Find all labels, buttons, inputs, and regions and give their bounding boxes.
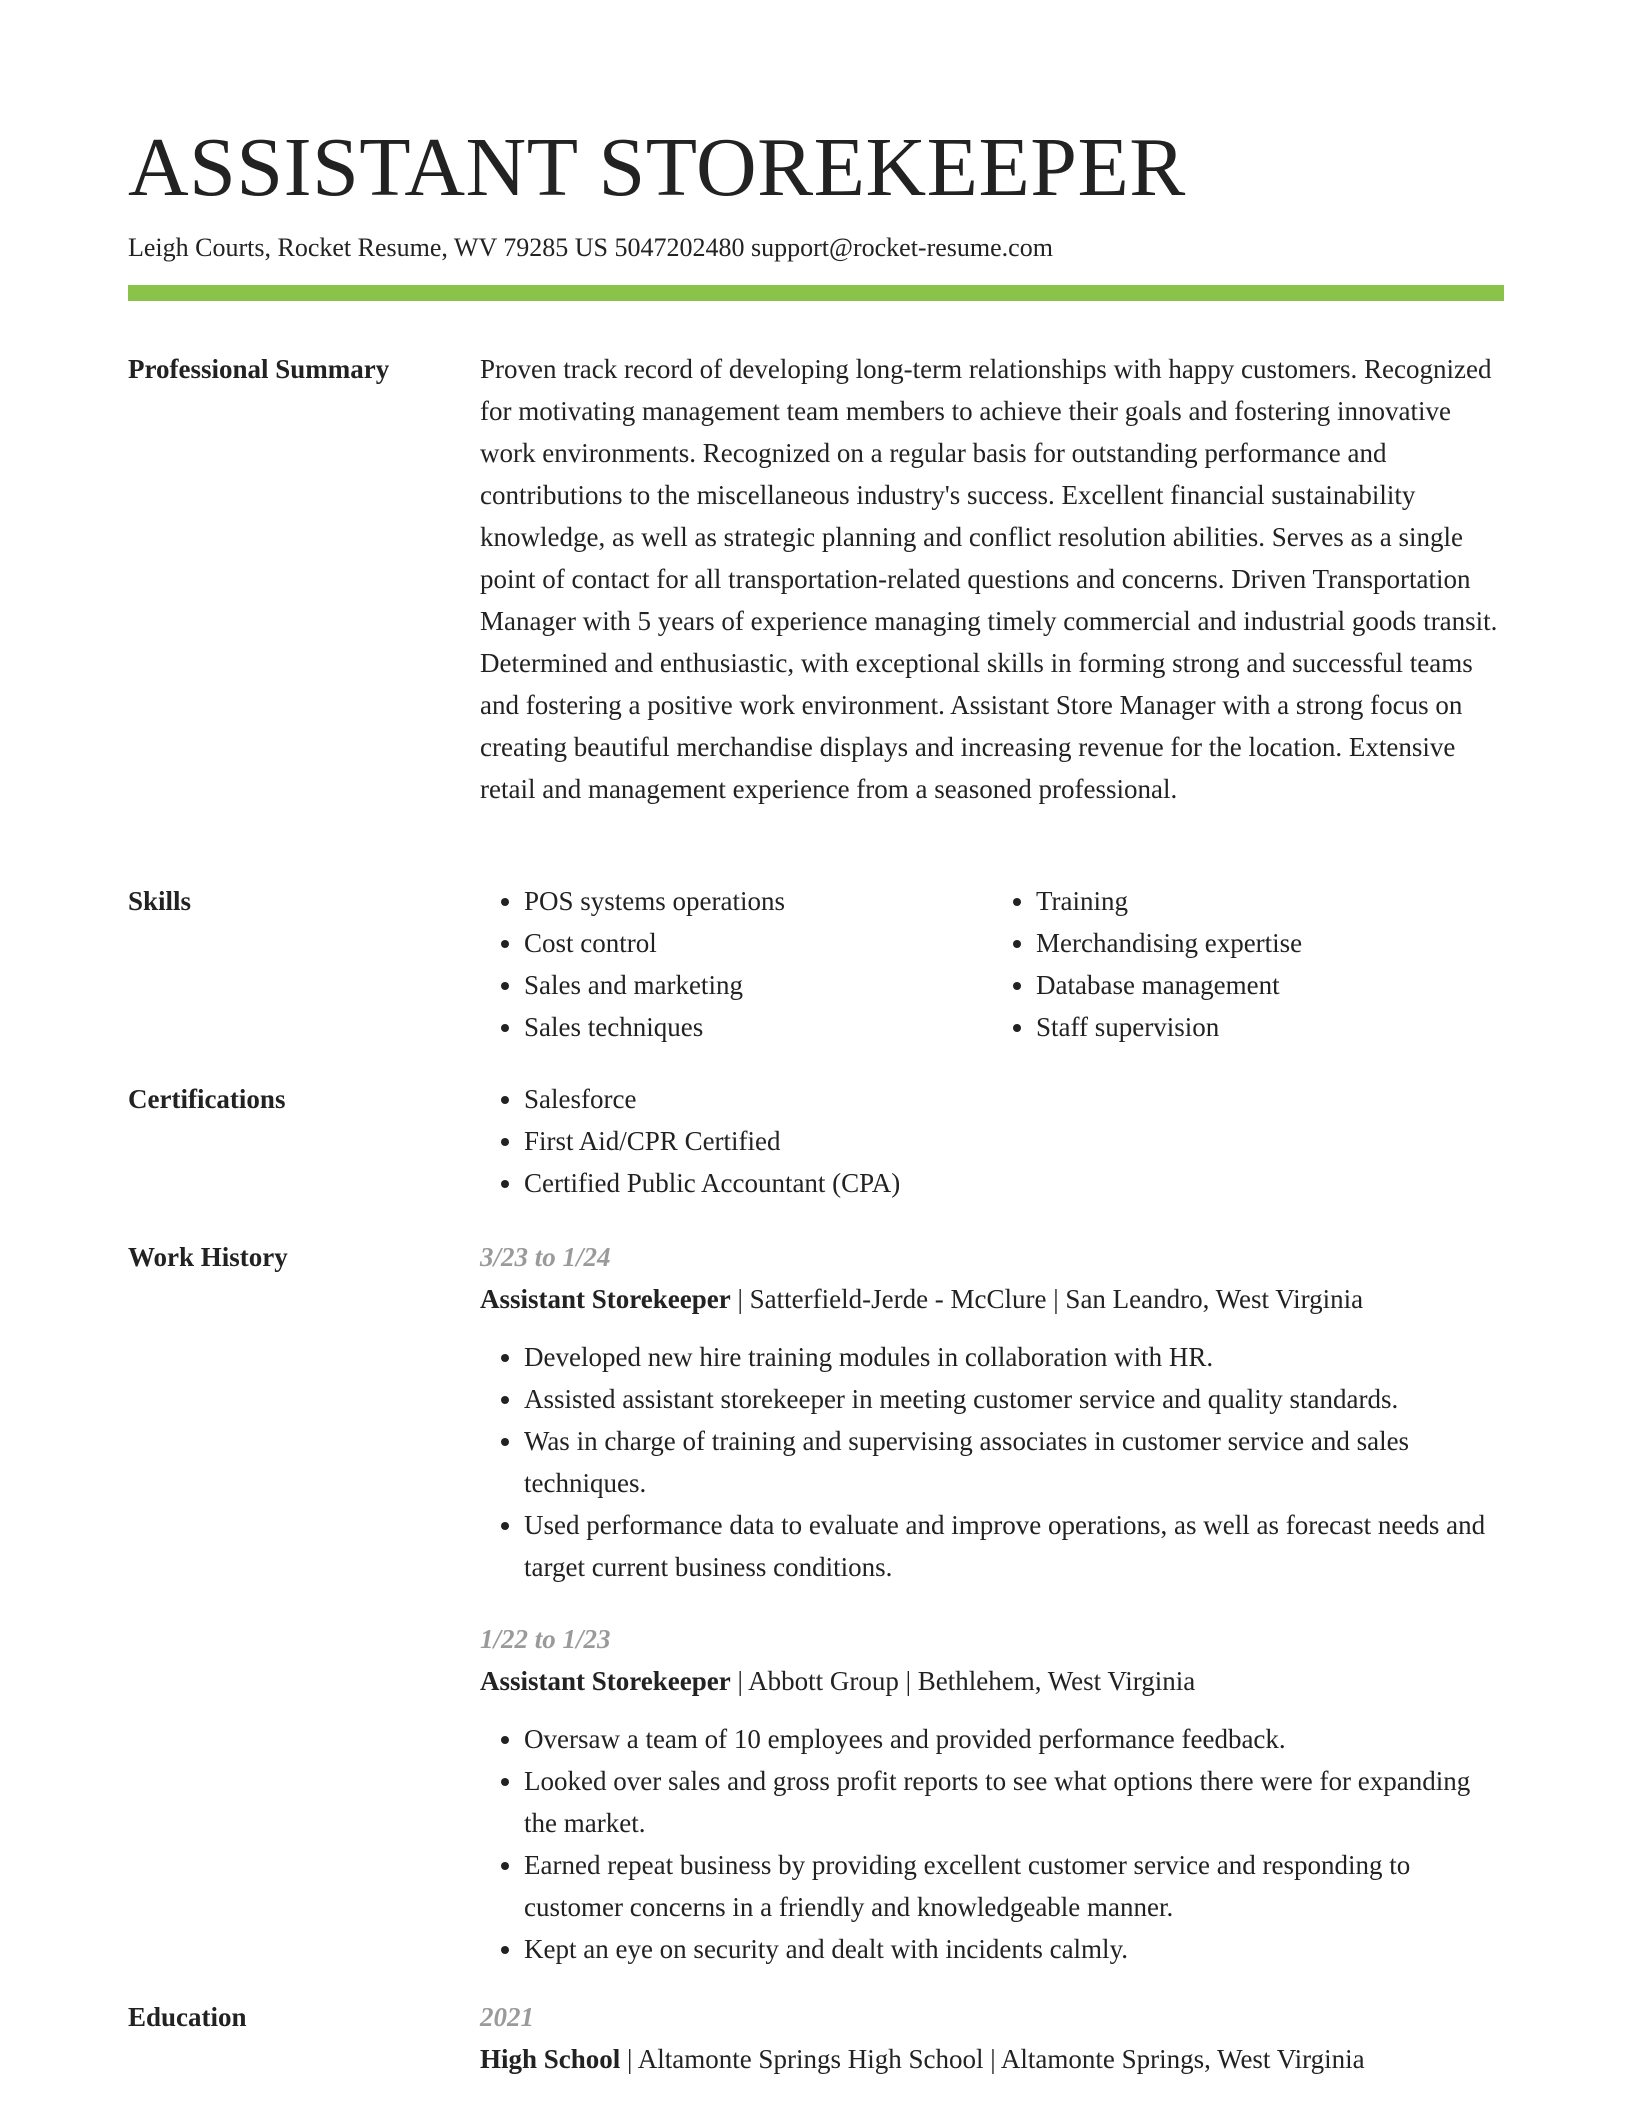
job-details: | Abbott Group | Bethlehem, West Virginia <box>730 1666 1196 1696</box>
job-bullet: • Assisted assistant storekeeper in meeting customer service and quality standards. <box>524 1378 1504 1420</box>
education-degree: High School <box>480 2044 621 2074</box>
job-bullet: • Looked over sales and gross profit reports to see what options there were for expanding the market. <box>524 1760 1504 1844</box>
education-line <box>480 2038 1504 2080</box>
job-bullets <box>480 1336 1504 1588</box>
skill-item: • Sales techniques <box>524 1006 992 1048</box>
job-heading <box>480 1278 1504 1320</box>
skill-item: • Staff supervision <box>1036 1006 1504 1048</box>
job-entry <box>480 1236 1504 1588</box>
job-bullet: • Kept an eye on security and dealt with incidents calmly. <box>524 1928 1504 1970</box>
skill-item: • Database management <box>1036 964 1504 1006</box>
job-bullet: • Was in charge of training and supervising associates in customer service and sales techniques. <box>524 1420 1504 1504</box>
work-history-heading: Work History <box>128 1242 288 1272</box>
resume-title: ASSISTANT STOREKEEPER <box>128 121 1186 214</box>
education-body <box>480 1996 1504 2080</box>
skill-item: • Cost control <box>524 922 992 964</box>
certification-item: • Certified Public Accountant (CPA) <box>524 1162 1504 1204</box>
skills-list-right <box>992 880 1504 1048</box>
work-history-body <box>480 1236 1504 1964</box>
job-bullet: • Oversaw a team of 10 employees and provided performance feedback. <box>524 1718 1504 1760</box>
summary-text: Proven track record of developing long-term relationships with happy customers. Recognized for motivating management team members to achieve their goals and fostering innovative work environments. Recognized on a regular basis for outstanding performance and contributions to the miscellaneous industry's success. Excellent financial sustainability knowledge, as well as strategic planning and conflict resolution abilities. Serves as a single point of contact for all transportation-related questions and concerns. Driven Transportation Manager with 5 years of experience managing timely commercial and industrial goods transit. Determined and enthusiastic, with exceptional skills in forming strong and successful teams and fostering a positive work environment. Assistant Store Manager with a strong focus on creating beautiful merchandise displays and increasing revenue for the location. Extensive retail and management experience from a seasoned professional. <box>480 354 1498 804</box>
skill-item: • Training <box>1036 880 1504 922</box>
summary-heading: Professional Summary <box>128 354 390 384</box>
skills-body <box>480 880 1504 1048</box>
education-details: | Altamonte Springs High School | Altamonte Springs, West Virginia <box>620 2044 1365 2074</box>
education-heading: Education <box>128 2002 247 2032</box>
certifications-list <box>480 1078 1504 1204</box>
certifications-body <box>480 1078 1504 1204</box>
contact-line <box>128 230 1053 266</box>
skill-item: • Merchandising expertise <box>1036 922 1504 964</box>
job-heading <box>480 1660 1504 1702</box>
job-bullet: • Used performance data to evaluate and improve operations, as well as forecast needs and target current business conditions. <box>524 1504 1504 1588</box>
contact-phone: 5047202480 <box>614 233 745 262</box>
skill-item: • POS systems operations <box>524 880 992 922</box>
job-details: | Satterfield-Jerde - McClure | San Leandro, West Virginia <box>730 1284 1364 1314</box>
header-divider <box>128 285 1504 301</box>
skill-item: • Sales and marketing <box>524 964 992 1006</box>
job-bullet: • Earned repeat business by providing excellent customer service and responding to customer concerns in a friendly and knowledgeable manner. <box>524 1844 1504 1928</box>
summary-body <box>480 348 1504 810</box>
job-bullets <box>480 1718 1504 1970</box>
certification-item: • Salesforce <box>524 1078 1504 1120</box>
certifications-heading: Certifications <box>128 1084 286 1114</box>
certification-item: • First Aid/CPR Certified <box>524 1120 1504 1162</box>
job-dates: 3/23 to 1/24 <box>480 1242 611 1272</box>
education-year: 2021 <box>480 2002 534 2032</box>
skills-list-left <box>480 880 992 1048</box>
job-dates: 1/22 to 1/23 <box>480 1624 611 1654</box>
job-bullet: • Developed new hire training modules in collaboration with HR. <box>524 1336 1504 1378</box>
contact-address: Leigh Courts, Rocket Resume, WV 79285 US <box>128 233 609 262</box>
job-entry <box>480 1618 1504 1970</box>
skills-heading: Skills <box>128 886 192 916</box>
job-title: Assistant Storekeeper <box>480 1666 731 1696</box>
contact-email[interactable]: support@rocket-resume.com <box>751 233 1053 262</box>
job-title: Assistant Storekeeper <box>480 1284 731 1314</box>
